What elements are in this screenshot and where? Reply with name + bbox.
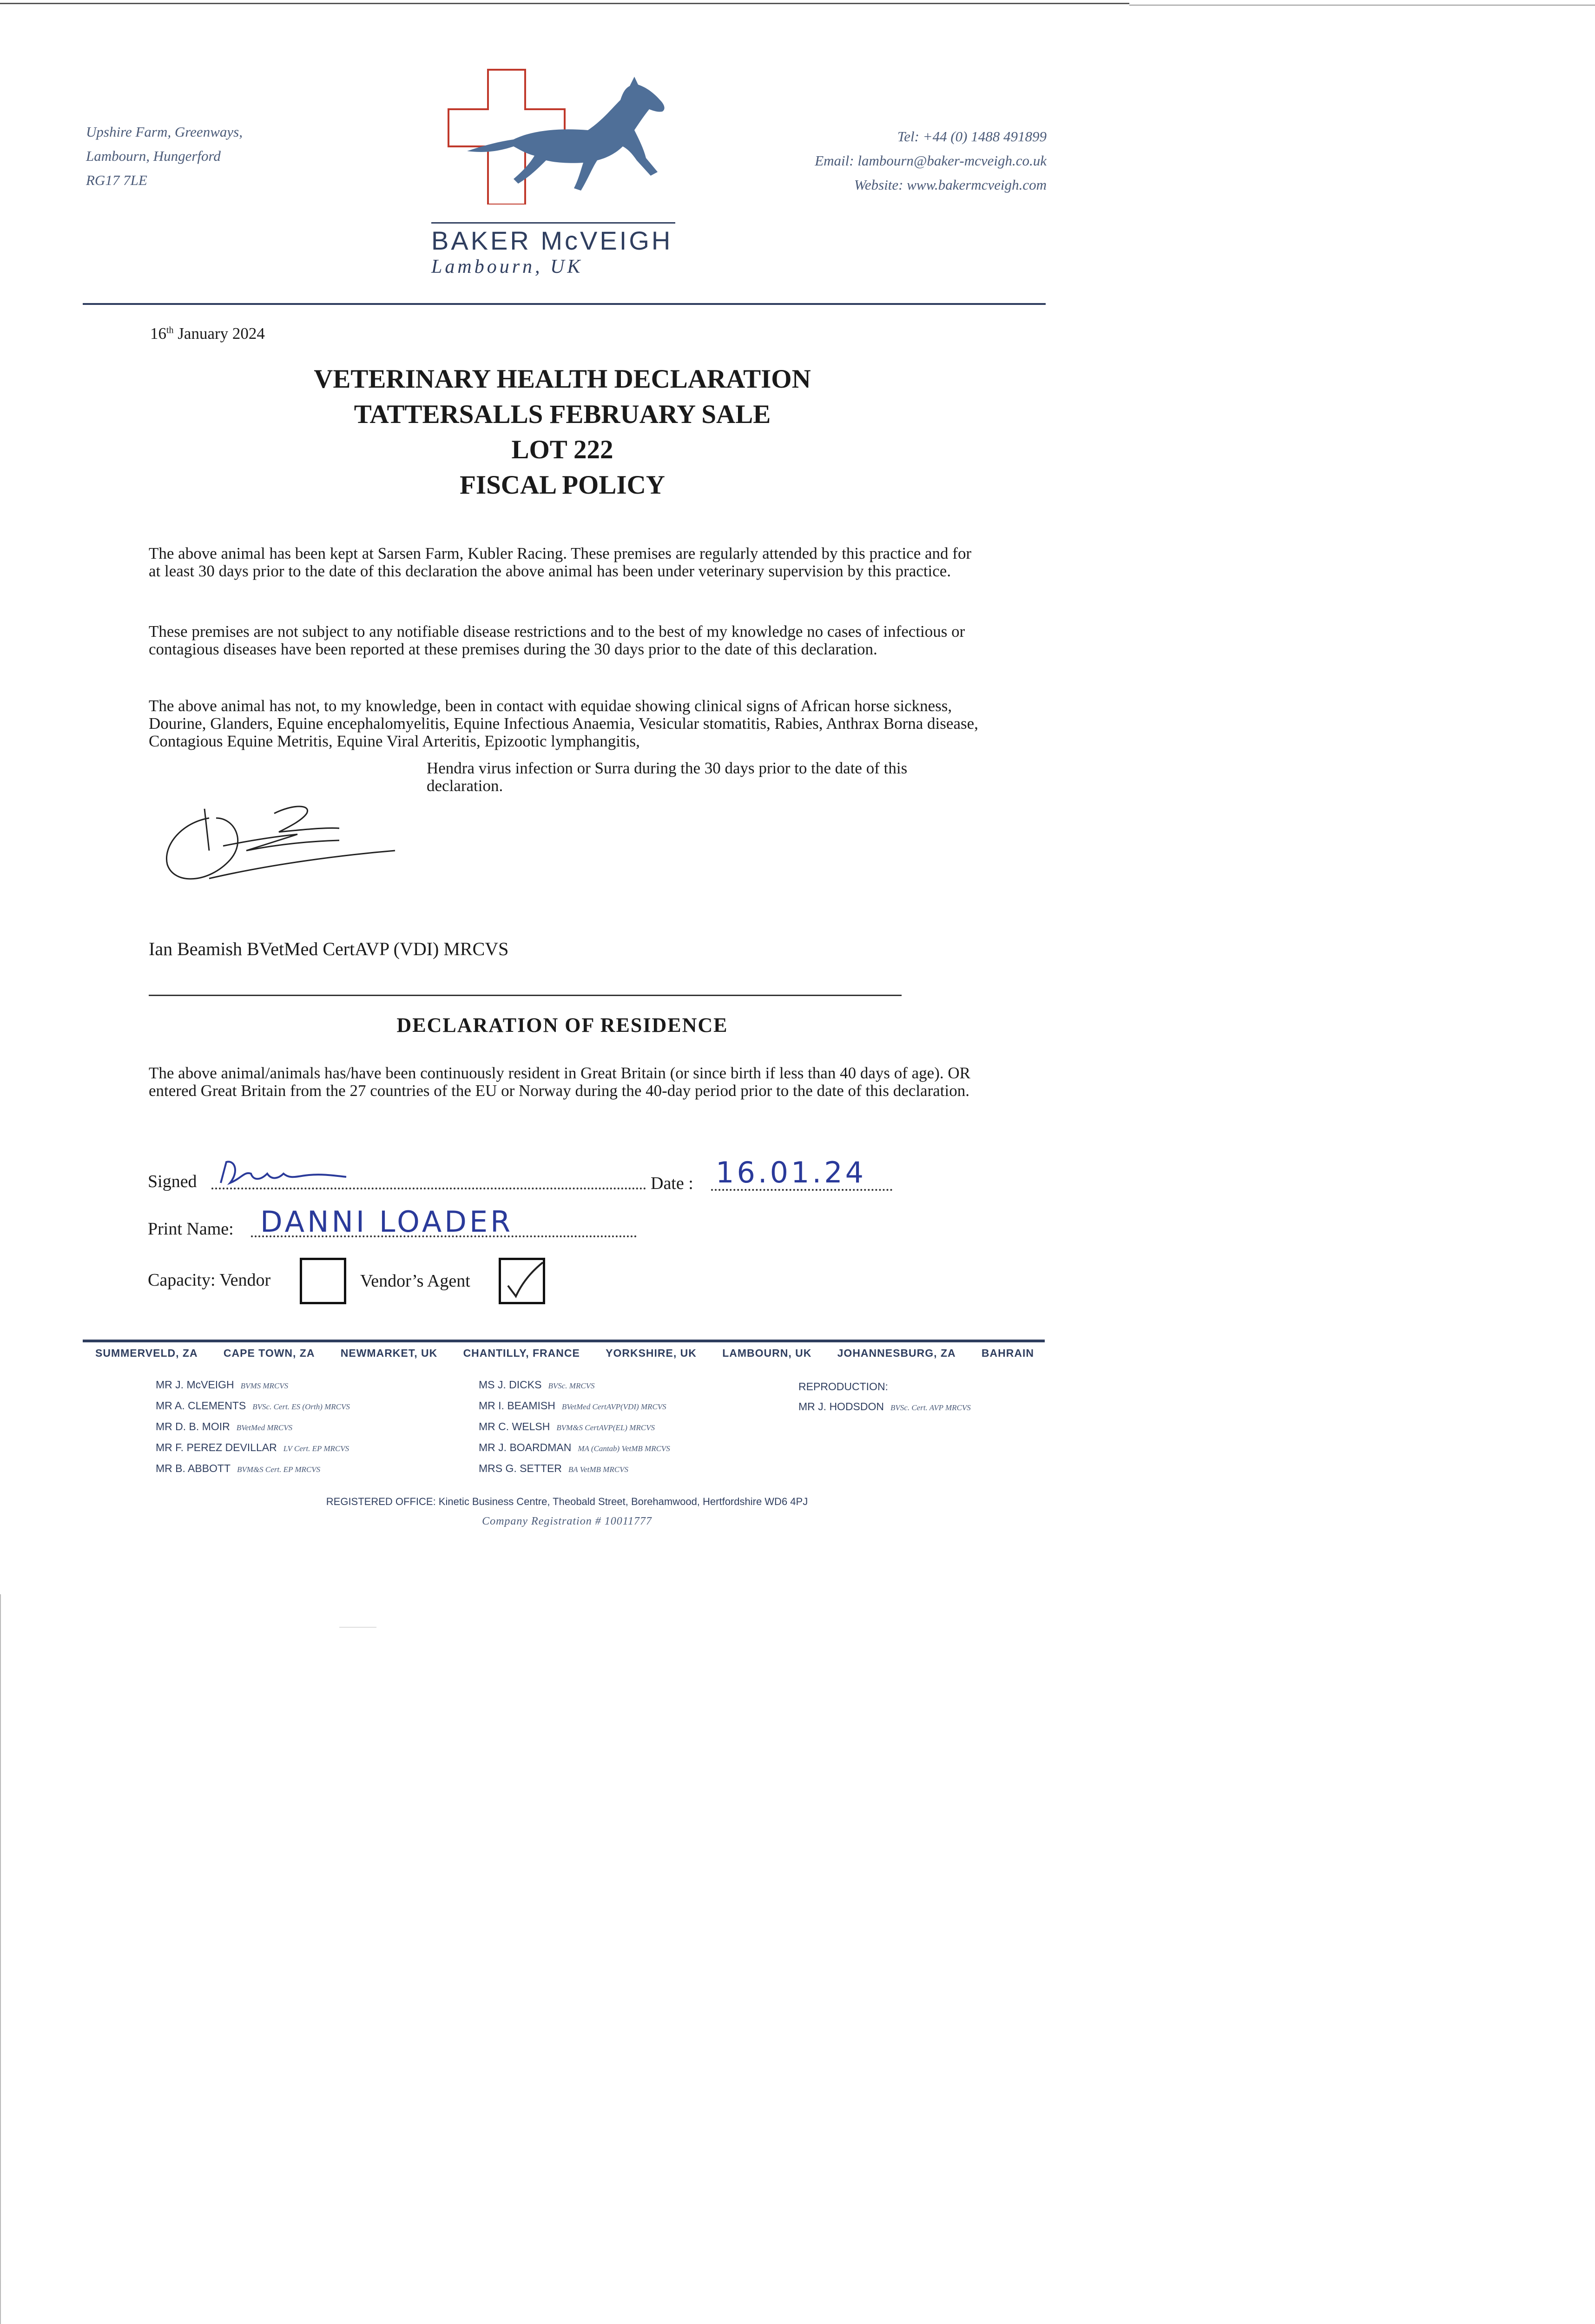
address-line: RG17 7LE xyxy=(86,172,147,188)
title-line-2: TATTERSALLS FEBRUARY SALE xyxy=(354,400,771,429)
staff-member: MR J. McVEIGH BVMS MRCVS xyxy=(156,1379,289,1391)
office-location: BAHRAIN xyxy=(981,1347,1034,1359)
staff-member: MR D. B. MOIR BVetMed MRCVS xyxy=(156,1420,293,1433)
capacity-vendor-label: Capacity: Vendor xyxy=(148,1270,271,1290)
staff-member: MR A. CLEMENTS BVSc. Cert. ES (Orth) MRCVS xyxy=(156,1400,350,1412)
scan-left-edge xyxy=(0,1594,1,2324)
disease-restrictions-paragraph: These premises are not subject to any notifiable disease restrictions and to the best of my knowledge no cases of infectious or contagious diseases have been reported at these premises during the 30 days prior to the date of this declaration. xyxy=(149,622,965,658)
title-line-4: FISCAL POLICY xyxy=(460,470,665,500)
brand-name: BAKER McVEIGH xyxy=(431,226,673,255)
staff-column-1 xyxy=(156,1375,350,1479)
staff-column-2 xyxy=(479,1375,670,1479)
office-location: CHANTILLY, FRANCE xyxy=(463,1347,580,1359)
office-location: CAPE TOWN, ZA xyxy=(223,1347,315,1359)
staff-member: MS J. DICKS BVSc. MRCVS xyxy=(479,1379,595,1391)
address-line: Lambourn, Hungerford xyxy=(86,148,221,164)
cross-and-galloping-horse-logo xyxy=(439,65,681,205)
scan-top-edge xyxy=(0,3,1129,4)
date-rest: January 2024 xyxy=(173,324,265,343)
reproduction-heading: REPRODUCTION: xyxy=(798,1380,888,1393)
handwritten-date: 16.01.24 xyxy=(716,1155,867,1189)
staff-member: MR C. WELSH BVM&S CertAVP(EL) MRCVS xyxy=(479,1420,655,1433)
vendors-agent-label: Vendor’s Agent xyxy=(360,1271,470,1291)
handwritten-print-name: DANNI LOADER xyxy=(260,1205,514,1239)
office-location: YORKSHIRE, UK xyxy=(606,1347,697,1359)
office-locations xyxy=(95,1347,1034,1360)
premises-paragraph: The above animal has been kept at Sarsen Farm, Kubler Racing. These premises are regularly attended by this practice and for at least 30 days prior to the date of this declaration the above animal has been under veterinary supervision by this practice. xyxy=(149,544,972,580)
logo-icon xyxy=(439,65,681,205)
staff-member: MR J. HODSDON BVSc. Cert. AVP MRCVS xyxy=(798,1400,971,1413)
vet-name: Ian Beamish BVetMed CertAVP (VDI) MRCVS xyxy=(149,938,509,959)
vet-signature xyxy=(153,786,414,899)
office-location: SUMMERVELD, ZA xyxy=(95,1347,198,1359)
header-divider xyxy=(83,303,1046,305)
signed-label: Signed xyxy=(148,1172,197,1191)
practice-address xyxy=(86,120,365,192)
date-day: 16 xyxy=(150,324,166,343)
date-label: Date : xyxy=(651,1174,693,1193)
scan-top-edge-right xyxy=(1129,5,1595,6)
contact-equidae-paragraph-end: Hendra virus infection or Surra during the 30 days prior to the date of this declaration. xyxy=(427,759,908,795)
vendor-checkbox[interactable] xyxy=(300,1258,346,1304)
staff-member: MR J. BOARDMAN MA (Cantab) VetMB MRCVS xyxy=(479,1441,670,1453)
contact-equidae-paragraph: The above animal has not, to my knowledge, been in contact with equidae showing clinical signs of African horse sickness, Dourine, Glanders, Equine encephalomyelitis, Equine Infectious Anaemia, Vesicular stomatitis, Rabies, Anthrax Borna disease, Contagious Equine Metritis, Equine Viral Arteritis, Epizootic lymphangitis, xyxy=(149,697,978,750)
check-mark-icon xyxy=(501,1260,543,1302)
residence-title: DECLARATION OF RESIDENCE xyxy=(396,1014,728,1037)
staff-member: MR I. BEAMISH BVetMed CertAVP(VDI) MRCVS xyxy=(479,1400,666,1412)
scan-mark xyxy=(339,1627,376,1628)
document-date xyxy=(150,324,265,343)
address-line: Upshire Farm, Greenways, xyxy=(86,124,243,140)
residence-paragraph: The above animal/animals has/have been continuously resident in Great Britain (or since birth if less than 40 days of age). OR entered Great Britain from the 27 countries of the EU or Norway during the 40-day period prior to the date of this declaration. xyxy=(149,1064,970,1100)
company-registration: Company Registration # 10011777 xyxy=(482,1515,652,1527)
office-location: JOHANNESBURG, ZA xyxy=(837,1347,956,1359)
brand-underline xyxy=(431,222,675,224)
contact-email: Email: lambourn@baker-mcveigh.co.uk xyxy=(815,152,1047,169)
title-line-1: VETERINARY HEALTH DECLARATION xyxy=(314,364,811,394)
practice-contact xyxy=(697,125,1047,197)
title-line-3: LOT 222 xyxy=(511,435,613,464)
contact-website: Website: www.bakermcveigh.com xyxy=(854,177,1047,193)
brand-location: Lambourn, UK xyxy=(431,256,583,277)
print-name-label: Print Name: xyxy=(148,1219,234,1239)
footer-divider xyxy=(83,1340,1045,1342)
registered-office: REGISTERED OFFICE: Kinetic Business Centre, Theobald Street, Borehamwood, Hertfordshire WD6 4PJ xyxy=(326,1496,808,1507)
office-location: LAMBOURN, UK xyxy=(722,1347,812,1359)
date-suffix: th xyxy=(166,325,174,336)
vendor-signature xyxy=(216,1157,356,1192)
office-location: NEWMARKET, UK xyxy=(340,1347,438,1359)
contact-phone: Tel: +44 (0) 1488 491899 xyxy=(897,128,1047,145)
staff-member: MR F. PEREZ DEVILLAR LV Cert. EP MRCVS xyxy=(156,1441,349,1453)
staff-member: MRS G. SETTER BA VetMB MRCVS xyxy=(479,1462,628,1474)
section-divider xyxy=(149,995,902,996)
vendors-agent-checkbox[interactable] xyxy=(499,1258,545,1304)
staff-member: MR B. ABBOTT BVM&S Cert. EP MRCVS xyxy=(156,1462,321,1474)
staff-column-3 xyxy=(798,1377,971,1418)
